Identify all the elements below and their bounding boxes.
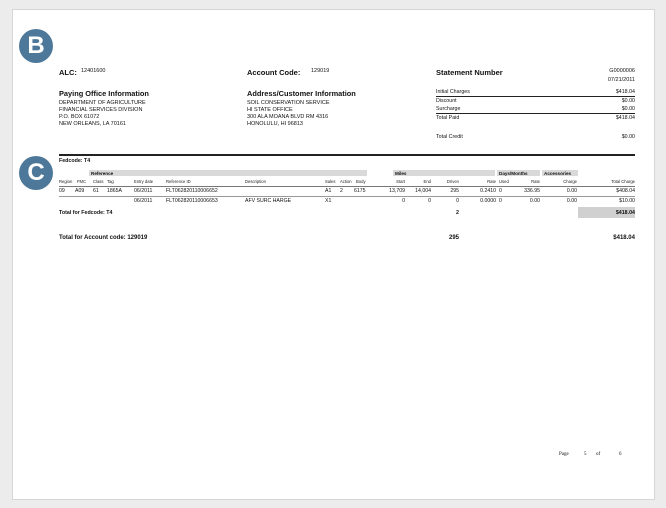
charges-rule — [436, 113, 635, 114]
charge-label: Surcharge — [436, 106, 461, 112]
cell-description: AFV SURC HARGE — [245, 198, 292, 204]
cell-rate: 0.0000 — [480, 198, 496, 204]
cell-tag: 1865A — [107, 188, 123, 194]
col-header: Description — [245, 179, 266, 184]
charge-label: Total Paid — [436, 115, 460, 121]
cell-used: 0 — [499, 198, 502, 204]
cell-sales: A1 — [325, 188, 332, 194]
cell-charge: 0.00 — [566, 198, 577, 204]
cell-rate: 0.2410 — [480, 188, 496, 194]
customer-line: SOIL CONSERVATION SERVICE — [247, 100, 330, 106]
fedcode-total-driven: 2 — [456, 210, 459, 216]
cell-total-charge: $10.00 — [619, 198, 635, 204]
statement-page — [12, 9, 655, 500]
marker-b: B — [19, 29, 53, 63]
charge-value: $0.00 — [621, 106, 635, 112]
paying-office-line: NEW ORLEANS, LA 70161 — [59, 121, 126, 127]
paying-office-line: P.O. BOX 61072 — [59, 114, 100, 120]
group-label: Accessories — [544, 170, 572, 176]
statement-date: 07/21/2011 — [607, 77, 635, 83]
cell-start: 13,709 — [389, 188, 405, 194]
cell-end: 14,004 — [415, 188, 431, 194]
account-code-label: Account Code: — [247, 68, 301, 77]
col-header: Body — [356, 179, 366, 184]
cell-charge: 0.00 — [566, 188, 577, 194]
account-total-charge: $418.04 — [613, 235, 635, 241]
charge-value: $418.04 — [615, 115, 635, 121]
cell-driven: 0 — [456, 198, 459, 204]
col-header: Total Charge — [611, 179, 635, 184]
cell-driven: 295 — [450, 188, 459, 194]
col-header: Rate — [531, 179, 540, 184]
cell-day-rate: 336.95 — [524, 188, 540, 194]
charge-value: $0.00 — [621, 134, 635, 140]
paying-office-line: DEPARTMENT OF AGRICULTURE — [59, 100, 146, 106]
account-total-label: Total for Account code: 129019 — [59, 235, 148, 241]
cell-used: 0 — [499, 188, 502, 194]
col-header: Reference ID — [166, 179, 191, 184]
col-header: End — [423, 179, 431, 184]
charge-label: Total Credit — [436, 134, 463, 140]
header-rule — [59, 186, 635, 187]
group-label: Miles — [395, 170, 407, 176]
group-accessories — [542, 170, 578, 176]
page-total: 6 — [619, 452, 622, 457]
customer-line: 300 ALA MOANA BLVD RM 4316 — [247, 114, 329, 120]
account-code-value: 129019 — [311, 68, 330, 74]
marker-c: C — [19, 156, 53, 190]
col-header: Driven — [446, 179, 459, 184]
charge-value: $0.00 — [621, 98, 635, 104]
col-header: Class — [93, 179, 104, 184]
customer-line: HI STATE OFFICE — [247, 107, 293, 113]
customer-line: HONOLULU, HI 96813 — [247, 121, 303, 127]
col-header: Used — [499, 179, 509, 184]
cell-region: 09 — [59, 188, 65, 194]
fedcode-title: Fedcode: T4 — [59, 158, 91, 164]
page-number: 5 — [584, 452, 587, 457]
group-label: Days/Months — [499, 170, 528, 176]
cell-class: 61 — [93, 188, 99, 194]
alc-label: ALC: — [59, 68, 77, 77]
section-divider — [59, 154, 635, 156]
col-header: FMC — [77, 179, 87, 184]
col-header: Action — [340, 179, 352, 184]
statement-number-label: Statement Number — [436, 68, 503, 77]
group-miles — [393, 170, 495, 176]
col-header: Tag — [107, 179, 114, 184]
fedcode-total-label: Total for Fedcode: T4 — [59, 210, 113, 216]
paying-office-line: FINANCIAL SERVICES DIVISION — [59, 107, 143, 113]
page-of-label: of — [596, 452, 601, 457]
cell-entry-date: 06/2011 — [134, 188, 153, 194]
customer-title: Address/Customer Information — [247, 89, 356, 98]
statement-number-value: G0000006 — [609, 68, 635, 74]
alc-value: 12401600 — [81, 68, 106, 74]
group-days-months — [497, 170, 540, 176]
cell-day-rate: 0.00 — [529, 198, 540, 204]
col-header: Rate — [487, 179, 496, 184]
cell-entry-date: 06/2011 — [134, 198, 153, 204]
cell-start: 0 — [402, 198, 405, 204]
cell-sales: X1 — [325, 198, 332, 204]
group-reference — [89, 170, 367, 176]
cell-end: 0 — [428, 198, 431, 204]
group-label: Reference — [91, 170, 114, 176]
cell-reference-id: FLT062820110006653 — [166, 198, 218, 204]
charges-rule — [436, 96, 635, 97]
cell-fmc: A09 — [75, 188, 85, 194]
cell-reference-id: FLT062820110006652 — [166, 188, 218, 194]
col-header: Entry date — [134, 179, 154, 184]
paying-office-title: Paying Office Information — [59, 89, 149, 98]
cell-body: 6175 — [354, 188, 366, 194]
fedcode-total-charge: $418.04 — [615, 210, 635, 216]
col-header: Charge — [563, 179, 577, 184]
charge-label: Discount — [436, 98, 457, 104]
cell-action: 2 — [340, 188, 343, 194]
charge-label: Initial Charges — [436, 89, 470, 95]
cell-total-charge: $408.04 — [616, 188, 635, 194]
charge-value: $418.04 — [615, 89, 635, 95]
account-total-driven: 295 — [448, 235, 459, 241]
row-rule — [59, 196, 635, 197]
col-header: Start — [396, 179, 405, 184]
col-header: Region — [59, 179, 73, 184]
page-label: Page — [559, 452, 569, 457]
col-header: Sales — [325, 179, 336, 184]
